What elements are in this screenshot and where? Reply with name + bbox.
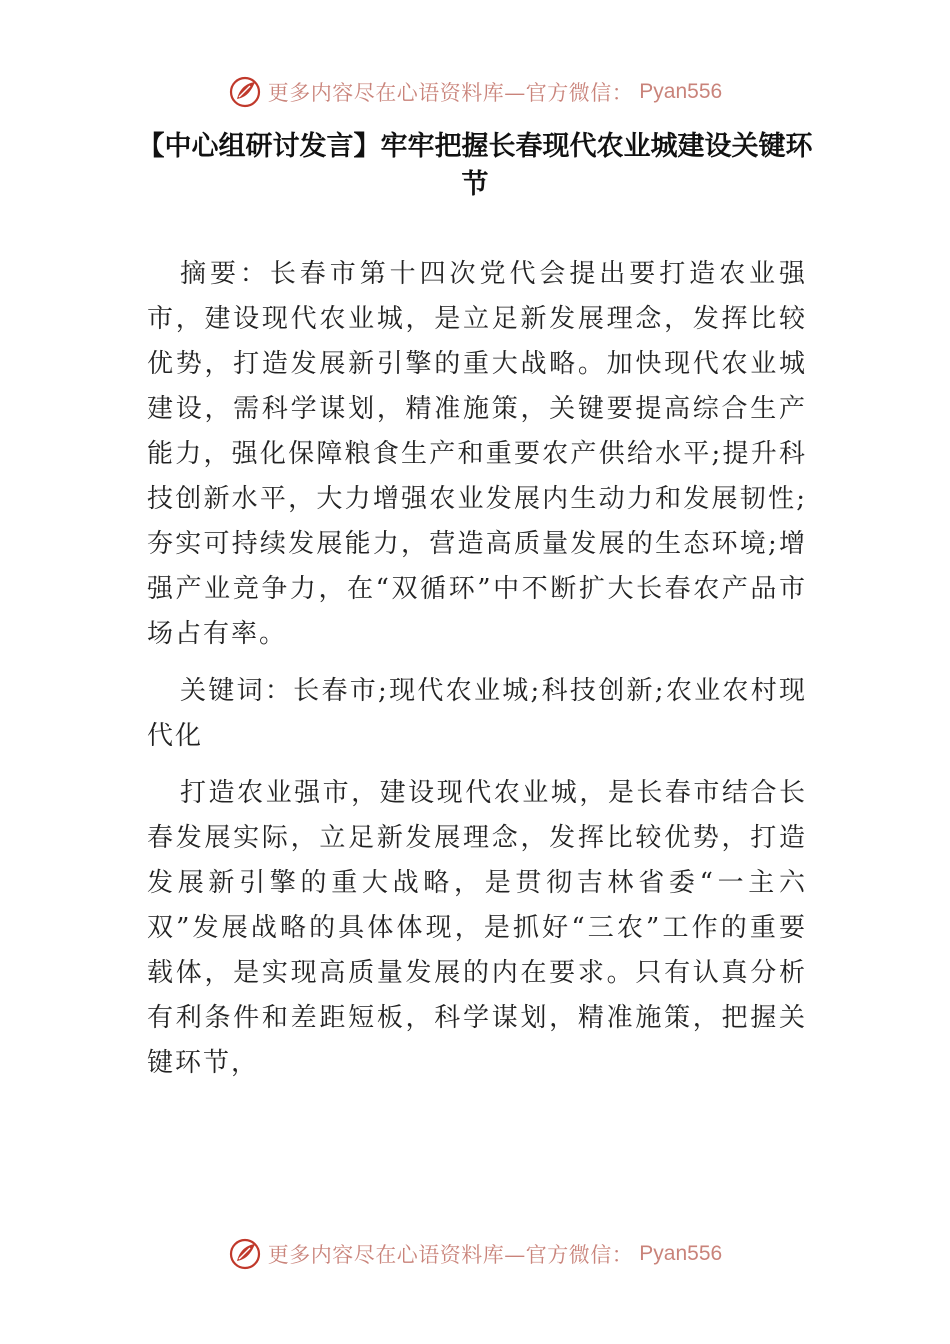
document-title: 【中心组研讨发言】牢牢把握长春现代农业城建设关键环节 bbox=[137, 131, 813, 200]
abstract-paragraph: 摘要：长春市第十四次党代会提出要打造农业强市，建设现代农业城，是立足新发展理念，发挥比较优势，打造发展新引擎的重大战略。加快现代农业城建设，需科学谋划，精准施策，关键要提高综合生产能力，强化保障粮食生产和重要农产供给水平;提升科技创新水平，大力增强农业发展内生动力和发展韧性;夯实可持续发展能力，营造高质量发展的生态环境;增强产业竞争力，在“双循环”中不断扩大长春农产品市场占有率。 bbox=[147, 259, 807, 649]
document-body bbox=[147, 252, 807, 1098]
watermark-text: 更多内容尽在心语资料库—官方微信： bbox=[267, 81, 634, 105]
watermark-footer bbox=[0, 1234, 950, 1274]
leaf-circle-logo-icon bbox=[228, 1237, 262, 1271]
body-paragraph: 打造农业强市，建设现代农业城，是长春市结合长春发展实际，立足新发展理念，发挥比较优势，打造发展新引擎的重大战略，是贯彻吉林省委“一主六双”发展战略的具体体现，是抓好“三农”工作的重要载体，是实现高质量发展的内在要求。只有认真分析有利条件和差距短板，科学谋划，精准施策，把握关键环节， bbox=[147, 778, 807, 1078]
watermark-handle: Pyan556 bbox=[639, 1242, 723, 1265]
leaf-circle-logo-icon bbox=[228, 75, 262, 109]
watermark-header bbox=[0, 72, 950, 112]
keywords-paragraph: 关键词：长春市;现代农业城;科技创新;农业农村现代化 bbox=[147, 676, 807, 751]
watermark-handle: Pyan556 bbox=[639, 80, 723, 103]
watermark-text: 更多内容尽在心语资料库—官方微信： bbox=[267, 1243, 634, 1267]
